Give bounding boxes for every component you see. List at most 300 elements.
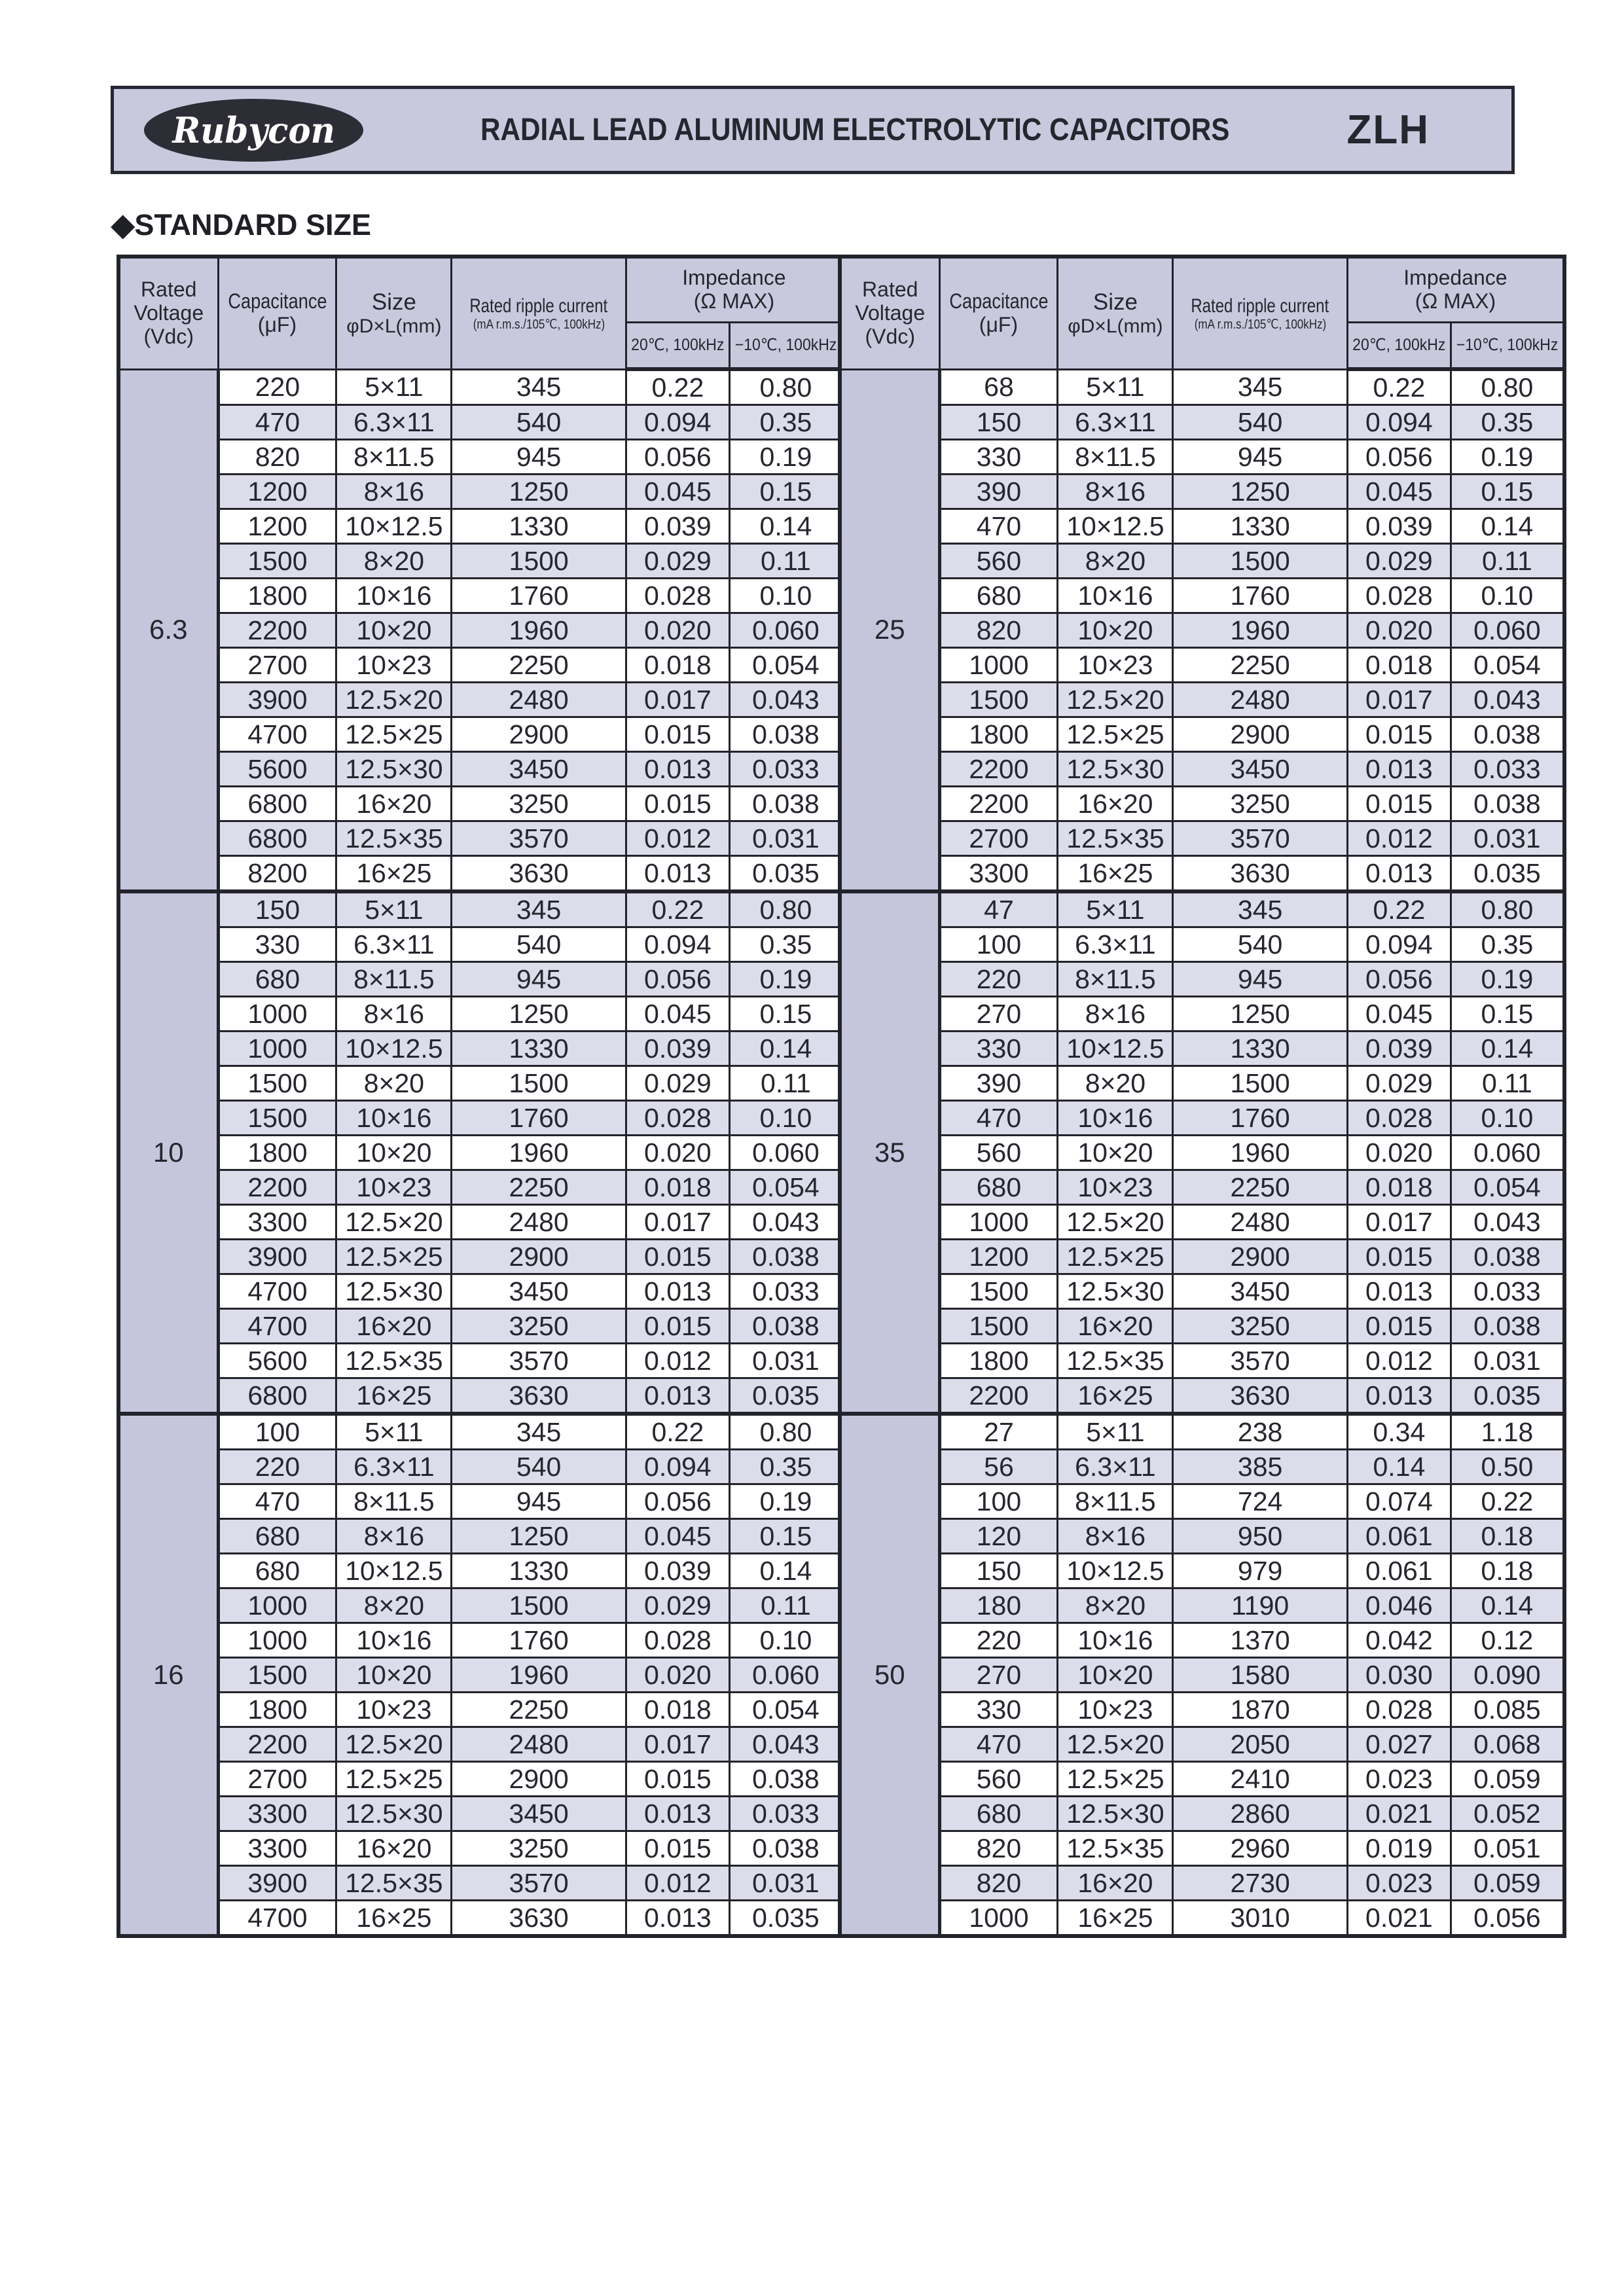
impedance-20c-cell: 0.021 bbox=[1347, 1901, 1451, 1937]
ripple-current-cell: 3450 bbox=[452, 752, 626, 787]
ripple-current-cell: 1330 bbox=[452, 1031, 626, 1066]
capacitance-cell: 1800 bbox=[218, 579, 336, 613]
impedance-20c-cell: 0.023 bbox=[1347, 1866, 1451, 1901]
impedance-minus10c-cell: 0.15 bbox=[1451, 475, 1564, 509]
ripple-current-cell: 2410 bbox=[1173, 1762, 1347, 1797]
capacitance-cell: 1500 bbox=[939, 1274, 1058, 1309]
size-cell: 12.5×25 bbox=[1058, 1762, 1173, 1797]
size-cell: 10×23 bbox=[336, 1170, 452, 1205]
capacitance-cell: 1200 bbox=[218, 475, 336, 509]
impedance-20c-cell: 0.017 bbox=[626, 683, 729, 717]
capacitance-cell: 6800 bbox=[218, 1378, 336, 1414]
impedance-20c-cell: 0.015 bbox=[626, 1309, 729, 1344]
table-row bbox=[840, 648, 1564, 683]
impedance-20c-cell: 0.013 bbox=[1347, 752, 1451, 787]
capacitance-cell: 4700 bbox=[218, 717, 336, 752]
page-title: RADIAL LEAD ALUMINUM ELECTROLYTIC CAPACITORS bbox=[480, 113, 1230, 147]
table-row bbox=[840, 1274, 1564, 1309]
capacitance-cell: 2700 bbox=[218, 648, 336, 683]
impedance-20c-cell: 0.22 bbox=[626, 891, 729, 927]
capacitance-cell: 820 bbox=[939, 613, 1058, 648]
impedance-minus10c-cell: 0.060 bbox=[729, 613, 843, 648]
ripple-current-cell: 1330 bbox=[452, 1554, 626, 1588]
impedance-minus10c-cell: 0.031 bbox=[1451, 821, 1564, 856]
impedance-20c-cell: 0.015 bbox=[1347, 1240, 1451, 1274]
capacitance-cell: 1500 bbox=[218, 1101, 336, 1136]
impedance-minus10c-cell: 0.052 bbox=[1451, 1797, 1564, 1831]
size-cell: 12.5×35 bbox=[336, 821, 452, 856]
impedance-minus10c-cell: 0.15 bbox=[729, 475, 843, 509]
impedance-20c-cell: 0.045 bbox=[1347, 997, 1451, 1031]
col-header-impedance: Impedance (Ω MAX) bbox=[626, 257, 843, 322]
impedance-minus10c-cell: 0.033 bbox=[729, 752, 843, 787]
impedance-20c-cell: 0.056 bbox=[626, 962, 729, 997]
size-cell: 12.5×35 bbox=[336, 1866, 452, 1901]
size-cell: 10×12.5 bbox=[1058, 1031, 1173, 1066]
impedance-20c-cell: 0.015 bbox=[626, 1831, 729, 1866]
size-cell: 12.5×20 bbox=[336, 1205, 452, 1240]
ripple-current-cell: 1500 bbox=[1173, 1066, 1347, 1101]
table-row bbox=[118, 613, 843, 648]
table-row bbox=[118, 683, 843, 717]
impedance-minus10c-cell: 0.060 bbox=[729, 1136, 843, 1170]
impedance-20c-cell: 0.056 bbox=[1347, 440, 1451, 475]
size-cell: 16×20 bbox=[336, 787, 452, 821]
impedance-minus10c-cell: 0.14 bbox=[1451, 509, 1564, 544]
ripple-current-cell: 3630 bbox=[452, 856, 626, 892]
ripple-current-cell: 345 bbox=[452, 1414, 626, 1450]
size-cell: 16×25 bbox=[336, 856, 452, 892]
ripple-current-cell: 2250 bbox=[452, 648, 626, 683]
table-row bbox=[840, 1623, 1564, 1658]
ripple-current-cell: 540 bbox=[452, 927, 626, 962]
impedance-minus10c-cell: 0.80 bbox=[729, 891, 843, 927]
voltage-group-label: 35 bbox=[840, 891, 939, 1414]
ripple-current-cell: 1760 bbox=[452, 1101, 626, 1136]
capacitance-cell: 8200 bbox=[218, 856, 336, 892]
capacitance-cell: 560 bbox=[939, 544, 1058, 579]
table-row bbox=[840, 1727, 1564, 1762]
impedance-minus10c-cell: 0.033 bbox=[1451, 752, 1564, 787]
impedance-20c-cell: 0.056 bbox=[626, 440, 729, 475]
table-row bbox=[118, 475, 843, 509]
impedance-minus10c-cell: 0.50 bbox=[1451, 1450, 1564, 1484]
size-cell: 10×23 bbox=[1058, 1693, 1173, 1727]
capacitance-cell: 390 bbox=[939, 475, 1058, 509]
impedance-20c-cell: 0.013 bbox=[1347, 856, 1451, 892]
size-cell: 5×11 bbox=[336, 369, 452, 405]
voltage-group-label: 16 bbox=[118, 1414, 218, 1936]
header-banner bbox=[111, 86, 1515, 174]
table-row bbox=[840, 787, 1564, 821]
size-cell: 10×20 bbox=[336, 1658, 452, 1693]
table-row bbox=[840, 752, 1564, 787]
size-cell: 8×20 bbox=[1058, 1588, 1173, 1623]
table-row bbox=[118, 1170, 843, 1205]
ripple-current-cell: 2480 bbox=[452, 1727, 626, 1762]
ripple-current-cell: 1250 bbox=[452, 1519, 626, 1554]
impedance-minus10c-cell: 0.043 bbox=[729, 1727, 843, 1762]
table-header bbox=[118, 257, 843, 369]
ripple-current-cell: 3570 bbox=[1173, 1344, 1347, 1378]
impedance-20c-cell: 0.22 bbox=[1347, 891, 1451, 927]
voltage-group-label: 6.3 bbox=[118, 369, 218, 891]
capacitance-cell: 6800 bbox=[218, 787, 336, 821]
impedance-minus10c-cell: 0.060 bbox=[1451, 613, 1564, 648]
capacitance-cell: 270 bbox=[939, 997, 1058, 1031]
col-header-impedance-20c: 20℃, 100kHz bbox=[626, 322, 729, 369]
col-header-rated-voltage: Rated Voltage (Vdc) bbox=[840, 257, 939, 369]
impedance-minus10c-cell: 0.038 bbox=[1451, 1240, 1564, 1274]
size-cell: 6.3×11 bbox=[336, 927, 452, 962]
impedance-20c-cell: 0.028 bbox=[1347, 1101, 1451, 1136]
table-row bbox=[840, 1762, 1564, 1797]
col-header-impedance-minus10c: −10℃, 100kHz bbox=[729, 322, 843, 369]
ripple-current-cell: 3250 bbox=[452, 787, 626, 821]
impedance-20c-cell: 0.039 bbox=[1347, 1031, 1451, 1066]
capacitance-cell: 1500 bbox=[218, 544, 336, 579]
impedance-20c-cell: 0.045 bbox=[626, 475, 729, 509]
col-header-ripple-current: Rated ripple current (mA r.m.s./105℃, 100kHz) bbox=[1173, 257, 1347, 369]
table-row bbox=[118, 1831, 843, 1866]
table-row bbox=[118, 997, 843, 1031]
size-cell: 12.5×35 bbox=[336, 1344, 452, 1378]
impedance-minus10c-cell: 0.031 bbox=[729, 1344, 843, 1378]
impedance-minus10c-cell: 0.10 bbox=[1451, 1101, 1564, 1136]
table-row bbox=[118, 1588, 843, 1623]
size-cell: 10×16 bbox=[336, 1101, 452, 1136]
impedance-20c-cell: 0.013 bbox=[626, 1797, 729, 1831]
table-row bbox=[840, 579, 1564, 613]
capacitance-cell: 220 bbox=[218, 1450, 336, 1484]
table-row bbox=[118, 369, 843, 405]
impedance-minus10c-cell: 0.033 bbox=[729, 1274, 843, 1309]
size-cell: 8×16 bbox=[336, 475, 452, 509]
impedance-20c-cell: 0.042 bbox=[1347, 1623, 1451, 1658]
section-title bbox=[111, 207, 371, 242]
impedance-20c-cell: 0.015 bbox=[626, 717, 729, 752]
size-cell: 12.5×30 bbox=[336, 1274, 452, 1309]
size-cell: 16×20 bbox=[336, 1309, 452, 1344]
size-cell: 10×23 bbox=[336, 1693, 452, 1727]
table-row bbox=[840, 1066, 1564, 1101]
capacitance-cell: 220 bbox=[218, 369, 336, 405]
col-header-capacitance: Capacitance (μF) bbox=[939, 257, 1058, 369]
ripple-current-cell: 540 bbox=[1173, 927, 1347, 962]
table-row bbox=[118, 1344, 843, 1378]
ripple-current-cell: 3450 bbox=[452, 1797, 626, 1831]
impedance-minus10c-cell: 0.15 bbox=[729, 997, 843, 1031]
impedance-20c-cell: 0.018 bbox=[1347, 1170, 1451, 1205]
impedance-20c-cell: 0.012 bbox=[1347, 1344, 1451, 1378]
size-cell: 10×12.5 bbox=[336, 509, 452, 544]
table-row bbox=[118, 1727, 843, 1762]
rubycon-logo bbox=[144, 99, 363, 162]
capacitance-cell: 560 bbox=[939, 1762, 1058, 1797]
ripple-current-cell: 2050 bbox=[1173, 1727, 1347, 1762]
size-cell: 12.5×30 bbox=[336, 752, 452, 787]
ripple-current-cell: 2860 bbox=[1173, 1797, 1347, 1831]
capacitance-cell: 680 bbox=[939, 1797, 1058, 1831]
impedance-minus10c-cell: 0.19 bbox=[729, 962, 843, 997]
ripple-current-cell: 945 bbox=[1173, 962, 1347, 997]
size-cell: 10×16 bbox=[336, 579, 452, 613]
table-row bbox=[118, 544, 843, 579]
size-cell: 10×12.5 bbox=[1058, 509, 1173, 544]
size-cell: 8×16 bbox=[1058, 997, 1173, 1031]
impedance-20c-cell: 0.017 bbox=[1347, 683, 1451, 717]
table-row bbox=[840, 962, 1564, 997]
table-row bbox=[118, 1554, 843, 1588]
ripple-current-cell: 385 bbox=[1173, 1450, 1347, 1484]
ripple-current-cell: 2250 bbox=[1173, 1170, 1347, 1205]
impedance-20c-cell: 0.074 bbox=[1347, 1484, 1451, 1519]
size-cell: 10×20 bbox=[336, 1136, 452, 1170]
impedance-minus10c-cell: 0.10 bbox=[1451, 579, 1564, 613]
ripple-current-cell: 2480 bbox=[1173, 1205, 1347, 1240]
size-cell: 16×20 bbox=[1058, 787, 1173, 821]
capacitor-table-body-1 bbox=[840, 369, 1564, 1936]
ripple-current-cell: 945 bbox=[452, 1484, 626, 1519]
impedance-20c-cell: 0.028 bbox=[1347, 1693, 1451, 1727]
size-cell: 16×25 bbox=[1058, 1378, 1173, 1414]
size-cell: 6.3×11 bbox=[1058, 927, 1173, 962]
col-header-rated-voltage: Rated Voltage (Vdc) bbox=[118, 257, 218, 369]
impedance-minus10c-cell: 0.031 bbox=[729, 1866, 843, 1901]
ripple-current-cell: 2960 bbox=[1173, 1831, 1347, 1866]
impedance-20c-cell: 0.094 bbox=[626, 405, 729, 440]
table-row bbox=[840, 1031, 1564, 1066]
table-row bbox=[840, 1378, 1564, 1414]
ripple-current-cell: 1250 bbox=[1173, 475, 1347, 509]
capacitance-cell: 100 bbox=[218, 1414, 336, 1450]
ripple-current-cell: 1760 bbox=[452, 579, 626, 613]
table-row bbox=[840, 856, 1564, 892]
ripple-current-cell: 979 bbox=[1173, 1554, 1347, 1588]
size-cell: 8×20 bbox=[336, 544, 452, 579]
impedance-minus10c-cell: 0.80 bbox=[1451, 369, 1564, 405]
capacitance-cell: 2200 bbox=[218, 1170, 336, 1205]
impedance-20c-cell: 0.020 bbox=[626, 1658, 729, 1693]
capacitor-table-right bbox=[838, 255, 1566, 1938]
capacitance-cell: 270 bbox=[939, 1658, 1058, 1693]
impedance-minus10c-cell: 0.14 bbox=[729, 509, 843, 544]
table-row bbox=[840, 369, 1564, 405]
table-row bbox=[118, 1519, 843, 1554]
capacitance-cell: 390 bbox=[939, 1066, 1058, 1101]
capacitance-cell: 820 bbox=[939, 1831, 1058, 1866]
ripple-current-cell: 238 bbox=[1173, 1414, 1347, 1450]
impedance-20c-cell: 0.22 bbox=[626, 1414, 729, 1450]
size-cell: 8×20 bbox=[336, 1588, 452, 1623]
ripple-current-cell: 2250 bbox=[1173, 648, 1347, 683]
size-cell: 5×11 bbox=[1058, 891, 1173, 927]
impedance-20c-cell: 0.045 bbox=[626, 997, 729, 1031]
capacitance-cell: 220 bbox=[939, 962, 1058, 997]
impedance-minus10c-cell: 0.12 bbox=[1451, 1623, 1564, 1658]
table-row bbox=[118, 1309, 843, 1344]
size-cell: 12.5×35 bbox=[1058, 1831, 1173, 1866]
impedance-20c-cell: 0.013 bbox=[626, 1378, 729, 1414]
impedance-20c-cell: 0.045 bbox=[1347, 475, 1451, 509]
impedance-20c-cell: 0.056 bbox=[1347, 962, 1451, 997]
impedance-20c-cell: 0.013 bbox=[626, 1274, 729, 1309]
ripple-current-cell: 2900 bbox=[452, 717, 626, 752]
size-cell: 8×20 bbox=[1058, 544, 1173, 579]
impedance-minus10c-cell: 0.033 bbox=[729, 1797, 843, 1831]
capacitance-cell: 150 bbox=[939, 405, 1058, 440]
capacitance-cell: 470 bbox=[939, 509, 1058, 544]
capacitance-cell: 3900 bbox=[218, 1866, 336, 1901]
impedance-20c-cell: 0.017 bbox=[626, 1727, 729, 1762]
table-row bbox=[840, 997, 1564, 1031]
ripple-current-cell: 1370 bbox=[1173, 1623, 1347, 1658]
ripple-current-cell: 3630 bbox=[1173, 856, 1347, 892]
table-row bbox=[118, 1240, 843, 1274]
impedance-20c-cell: 0.012 bbox=[1347, 821, 1451, 856]
capacitance-cell: 1000 bbox=[939, 1901, 1058, 1937]
impedance-20c-cell: 0.027 bbox=[1347, 1727, 1451, 1762]
capacitance-cell: 100 bbox=[939, 927, 1058, 962]
impedance-minus10c-cell: 0.043 bbox=[1451, 1205, 1564, 1240]
impedance-20c-cell: 0.020 bbox=[1347, 613, 1451, 648]
impedance-minus10c-cell: 0.060 bbox=[1451, 1136, 1564, 1170]
capacitance-cell: 4700 bbox=[218, 1901, 336, 1937]
table-row bbox=[118, 752, 843, 787]
impedance-minus10c-cell: 1.18 bbox=[1451, 1414, 1564, 1450]
capacitance-cell: 3300 bbox=[218, 1205, 336, 1240]
capacitance-cell: 560 bbox=[939, 1136, 1058, 1170]
table-row bbox=[118, 1101, 843, 1136]
impedance-minus10c-cell: 0.038 bbox=[1451, 717, 1564, 752]
table-row bbox=[118, 405, 843, 440]
impedance-20c-cell: 0.020 bbox=[1347, 1136, 1451, 1170]
impedance-20c-cell: 0.056 bbox=[626, 1484, 729, 1519]
capacitance-cell: 330 bbox=[939, 440, 1058, 475]
size-cell: 10×23 bbox=[1058, 1170, 1173, 1205]
impedance-20c-cell: 0.029 bbox=[1347, 1066, 1451, 1101]
size-cell: 5×11 bbox=[1058, 369, 1173, 405]
ripple-current-cell: 3630 bbox=[452, 1378, 626, 1414]
table-row bbox=[118, 1484, 843, 1519]
size-cell: 8×11.5 bbox=[1058, 962, 1173, 997]
voltage-group-label: 50 bbox=[840, 1414, 939, 1936]
size-cell: 12.5×30 bbox=[1058, 1274, 1173, 1309]
ripple-current-cell: 3250 bbox=[452, 1831, 626, 1866]
impedance-20c-cell: 0.017 bbox=[1347, 1205, 1451, 1240]
size-cell: 12.5×30 bbox=[1058, 1797, 1173, 1831]
impedance-20c-cell: 0.020 bbox=[626, 1136, 729, 1170]
ripple-current-cell: 1330 bbox=[1173, 509, 1347, 544]
table-row bbox=[118, 717, 843, 752]
ripple-current-cell: 2480 bbox=[452, 1205, 626, 1240]
impedance-20c-cell: 0.029 bbox=[626, 1588, 729, 1623]
size-cell: 6.3×11 bbox=[1058, 405, 1173, 440]
impedance-20c-cell: 0.020 bbox=[626, 613, 729, 648]
ripple-current-cell: 945 bbox=[452, 440, 626, 475]
capacitance-cell: 120 bbox=[939, 1519, 1058, 1554]
capacitance-cell: 2700 bbox=[218, 1762, 336, 1797]
capacitance-cell: 100 bbox=[939, 1484, 1058, 1519]
capacitance-cell: 2200 bbox=[218, 1727, 336, 1762]
impedance-minus10c-cell: 0.10 bbox=[729, 1101, 843, 1136]
table-row bbox=[118, 440, 843, 475]
size-cell: 8×16 bbox=[1058, 1519, 1173, 1554]
impedance-minus10c-cell: 0.038 bbox=[1451, 787, 1564, 821]
impedance-minus10c-cell: 0.35 bbox=[729, 1450, 843, 1484]
size-cell: 6.3×11 bbox=[336, 1450, 452, 1484]
size-cell: 12.5×20 bbox=[1058, 1727, 1173, 1762]
capacitance-cell: 1500 bbox=[939, 1309, 1058, 1344]
size-cell: 10×20 bbox=[1058, 613, 1173, 648]
ripple-current-cell: 540 bbox=[452, 1450, 626, 1484]
impedance-20c-cell: 0.030 bbox=[1347, 1658, 1451, 1693]
capacitance-cell: 820 bbox=[939, 1866, 1058, 1901]
impedance-minus10c-cell: 0.11 bbox=[729, 544, 843, 579]
impedance-minus10c-cell: 0.11 bbox=[729, 1588, 843, 1623]
size-cell: 10×16 bbox=[1058, 579, 1173, 613]
table-row bbox=[840, 683, 1564, 717]
impedance-minus10c-cell: 0.054 bbox=[729, 1693, 843, 1727]
table-header bbox=[840, 257, 1564, 369]
impedance-minus10c-cell: 0.031 bbox=[729, 821, 843, 856]
capacitance-cell: 3900 bbox=[218, 1240, 336, 1274]
impedance-20c-cell: 0.013 bbox=[1347, 1274, 1451, 1309]
ripple-current-cell: 2730 bbox=[1173, 1866, 1347, 1901]
col-header-impedance-minus10c: −10℃, 100kHz bbox=[1451, 322, 1564, 369]
ripple-current-cell: 2480 bbox=[452, 683, 626, 717]
impedance-20c-cell: 0.015 bbox=[626, 1762, 729, 1797]
ripple-current-cell: 1870 bbox=[1173, 1693, 1347, 1727]
capacitance-cell: 470 bbox=[218, 405, 336, 440]
size-cell: 12.5×25 bbox=[336, 1762, 452, 1797]
ripple-current-cell: 3570 bbox=[1173, 821, 1347, 856]
size-cell: 10×20 bbox=[1058, 1658, 1173, 1693]
size-cell: 10×23 bbox=[336, 648, 452, 683]
table-row bbox=[118, 579, 843, 613]
ripple-current-cell: 2900 bbox=[1173, 717, 1347, 752]
table-row bbox=[840, 1101, 1564, 1136]
impedance-20c-cell: 0.028 bbox=[626, 1623, 729, 1658]
table-row bbox=[118, 1378, 843, 1414]
size-cell: 10×16 bbox=[1058, 1623, 1173, 1658]
size-cell: 12.5×25 bbox=[1058, 1240, 1173, 1274]
table-row bbox=[840, 1484, 1564, 1519]
impedance-20c-cell: 0.039 bbox=[626, 1554, 729, 1588]
size-cell: 8×20 bbox=[336, 1066, 452, 1101]
impedance-minus10c-cell: 0.11 bbox=[1451, 544, 1564, 579]
table-row bbox=[840, 405, 1564, 440]
impedance-20c-cell: 0.029 bbox=[1347, 544, 1451, 579]
impedance-minus10c-cell: 0.059 bbox=[1451, 1866, 1564, 1901]
impedance-20c-cell: 0.039 bbox=[626, 1031, 729, 1066]
impedance-20c-cell: 0.039 bbox=[626, 509, 729, 544]
capacitance-cell: 1000 bbox=[939, 648, 1058, 683]
size-cell: 10×16 bbox=[336, 1623, 452, 1658]
impedance-20c-cell: 0.018 bbox=[626, 1693, 729, 1727]
ripple-current-cell: 1250 bbox=[452, 475, 626, 509]
table-row bbox=[840, 1170, 1564, 1205]
capacitance-cell: 1800 bbox=[939, 717, 1058, 752]
impedance-20c-cell: 0.015 bbox=[626, 1240, 729, 1274]
capacitance-cell: 1000 bbox=[218, 1031, 336, 1066]
capacitance-cell: 3300 bbox=[218, 1797, 336, 1831]
impedance-minus10c-cell: 0.14 bbox=[729, 1031, 843, 1066]
impedance-minus10c-cell: 0.038 bbox=[1451, 1309, 1564, 1344]
ripple-current-cell: 1960 bbox=[1173, 1136, 1347, 1170]
ripple-current-cell: 3570 bbox=[452, 1344, 626, 1378]
col-header-ripple-current: Rated ripple current (mA r.m.s./105℃, 100kHz) bbox=[452, 257, 626, 369]
